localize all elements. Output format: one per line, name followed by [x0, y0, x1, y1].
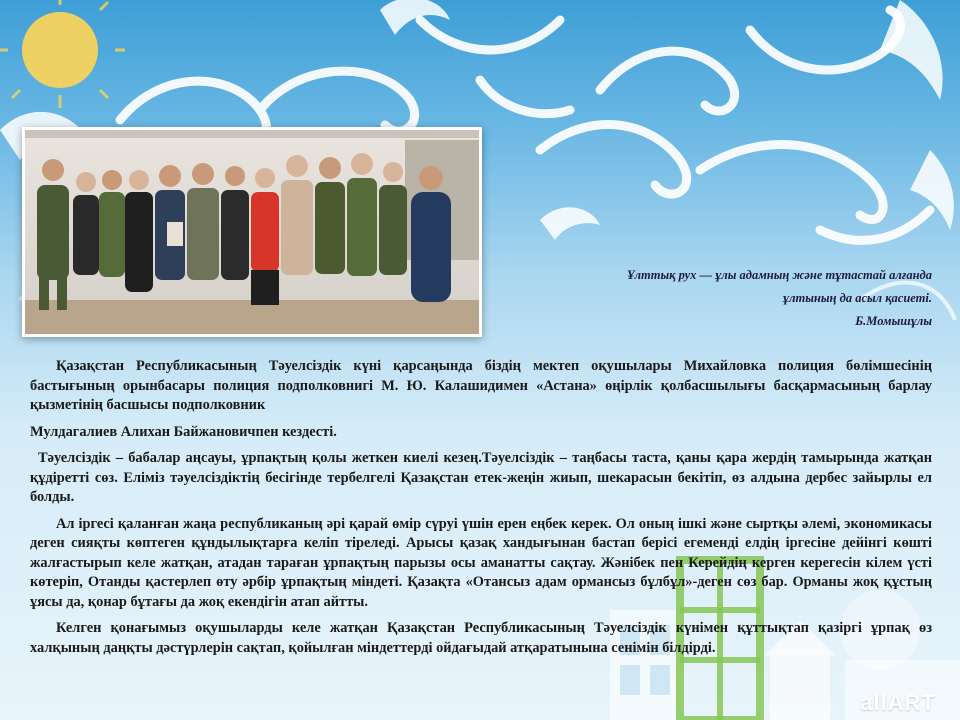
- epigraph-line-2: ұлтының да асыл қасиеті.: [782, 291, 932, 305]
- epigraph-author: Б.Момышұлы: [855, 314, 932, 328]
- paragraph-4: Ал іргесі қаланған жаңа республиканың әрі қарай өмір сүруі үшін ерен еңбек керек. Ол оның ішкі және сыртқы әлемі, экономикасы деген сияқты көптеген құндылықтарға келіп тіреледі. Арысы қазақ хандығынан бастап берісі егеменді елдің іргесіне дейінгі көшті жалғастырып келе жатқан, атадан тараған ұрпақтың парызы осы аманатты сақтау. Жәнібек пен Керейдің керген керегесін кілем үсті көтеріп, Отанды қастерлеп өту әрбір ұрпақтың міндеті. Қазақта «Отансыз адам ормансыз бұлбұл»-деген сөз бар. Орманы жоқ құстың ұясы да, қонар бұтағы да жоқ екендігін атап айтты.: [30, 515, 932, 610]
- group-photo: [22, 127, 482, 337]
- paragraph-2: Мулдагалиев Алихан Байжановичпен кездесті.: [30, 423, 337, 440]
- sun-icon: [0, 0, 125, 108]
- paragraph-3: Тәуелсіздік – бабалар аңсауы, ұрпақтың қолы жеткен киелі кезең.Тәуелсіздік – таңбасы таста, қаны қара жердің тамырында жатқан құдіретті сөз. Еліміз тәуелсіздіктің бесігінде тербелгелі Қазақстан етек-жеңін жиып, шекарасын бекітіп, өз алдына дербес зайырлы ел болды.: [30, 450, 932, 505]
- photo-image: [25, 130, 479, 334]
- allart-logo: allART: [860, 690, 936, 715]
- article-body: [30, 357, 932, 665]
- paragraph-5: Келген қонағымыз оқушыларды келе жатқан Қазақстан Республикасының Тәуелсіздік күнімен құттықтап қазіргі ұрпақ өз халқының даңқты дәстүрлерін сақтап, қойылған міндеттерді ойдағыдай атқаратынына сенімін білдірді.: [30, 620, 932, 656]
- epigraph-line-1: Ұлттық рух — ұлы адамның және тұтастай алғанда: [626, 268, 932, 282]
- paragraph-1: Қазақстан Республикасының Тәуелсіздік күні қарсаңында біздің мектеп оқушылары Михайловка полиция бөлімшесінің бастығының орынбасары полиция подполковнигі М. Ю. Калашидимен «Астана» өңірлік қолбасшылығы басқармасының барлау қызметінің басшысы подполковник: [30, 358, 932, 413]
